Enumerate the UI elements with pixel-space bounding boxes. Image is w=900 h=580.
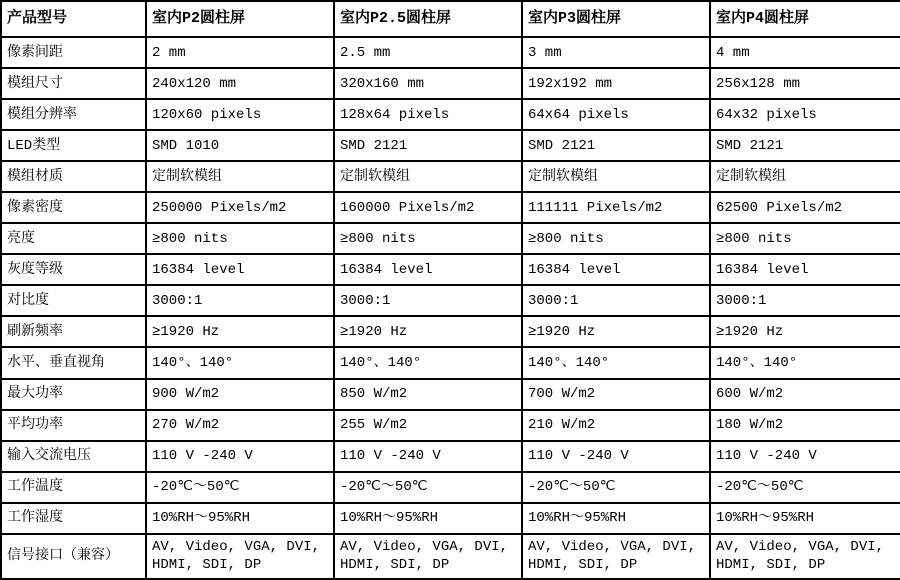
header-row — [1, 1, 900, 37]
row-label: 水平、垂直视角 — [1, 347, 146, 378]
spec-value-cell: 900 W/m2 — [146, 379, 334, 410]
row-label: 刷新频率 — [1, 316, 146, 347]
spec-row — [1, 410, 900, 441]
spec-value-cell: 111111 Pixels/m2 — [522, 192, 710, 223]
spec-value-cell: 10%RH～95%RH — [334, 503, 522, 534]
header-cell-p2-model: 室内P2圆柱屏 — [146, 1, 334, 37]
spec-value-cell: 210 W/m2 — [522, 410, 710, 441]
row-label: 信号接口（兼容） — [1, 534, 146, 579]
header-cell-product-model: 产品型号 — [1, 1, 146, 37]
spec-value-cell: ≥1920 Hz — [146, 316, 334, 347]
row-label: LED类型 — [1, 130, 146, 161]
spec-value-cell: -20℃～50℃ — [334, 472, 522, 503]
row-label: 工作湿度 — [1, 503, 146, 534]
spec-value-cell: SMD 2121 — [334, 130, 522, 161]
spec-value-cell: 120x60 pixels — [146, 99, 334, 130]
spec-value-cell: 16384 level — [146, 254, 334, 285]
spec-value-cell: ≥800 nits — [522, 223, 710, 254]
row-label: 模组尺寸 — [1, 68, 146, 99]
spec-row — [1, 316, 900, 347]
spec-value-cell: 600 W/m2 — [710, 379, 900, 410]
spec-value-cell: AV, Video, VGA, DVI, HDMI, SDI, DP — [146, 534, 334, 579]
spec-value-cell: 128x64 pixels — [334, 99, 522, 130]
spec-row — [1, 534, 900, 579]
row-label: 对比度 — [1, 285, 146, 316]
spec-value-cell: 16384 level — [522, 254, 710, 285]
spec-value-cell: 3000:1 — [710, 285, 900, 316]
spec-value-cell: 3 mm — [522, 37, 710, 68]
row-label: 亮度 — [1, 223, 146, 254]
spec-value-cell: ≥800 nits — [146, 223, 334, 254]
spec-value-cell: ≥1920 Hz — [522, 316, 710, 347]
spec-value-cell: -20℃～50℃ — [710, 472, 900, 503]
spec-value-cell: SMD 1010 — [146, 130, 334, 161]
spec-value-cell: 140°、140° — [146, 347, 334, 378]
row-label: 工作温度 — [1, 472, 146, 503]
spec-row — [1, 503, 900, 534]
spec-value-cell: 3000:1 — [146, 285, 334, 316]
spec-value-cell: 110 V -240 V — [146, 441, 334, 472]
row-label: 模组材质 — [1, 161, 146, 192]
spec-value-cell: SMD 2121 — [710, 130, 900, 161]
spec-value-cell: 180 W/m2 — [710, 410, 900, 441]
spec-value-cell: 10%RH～95%RH — [522, 503, 710, 534]
spec-row — [1, 192, 900, 223]
spec-row — [1, 254, 900, 285]
spec-value-cell: 110 V -240 V — [522, 441, 710, 472]
spec-value-cell: 10%RH～95%RH — [710, 503, 900, 534]
row-label: 输入交流电压 — [1, 441, 146, 472]
spec-value-cell: 定制软模组 — [146, 161, 334, 192]
spec-value-cell: 270 W/m2 — [146, 410, 334, 441]
row-label: 模组分辨率 — [1, 99, 146, 130]
spec-value-cell: 64x32 pixels — [710, 99, 900, 130]
spec-value-cell: 2.5 mm — [334, 37, 522, 68]
spec-row — [1, 441, 900, 472]
header-cell-p4-model: 室内P4圆柱屏 — [710, 1, 900, 37]
spec-value-cell: 定制软模组 — [522, 161, 710, 192]
spec-value-cell: 700 W/m2 — [522, 379, 710, 410]
spec-value-cell: 160000 Pixels/m2 — [334, 192, 522, 223]
spec-row — [1, 347, 900, 378]
spec-value-cell: 110 V -240 V — [334, 441, 522, 472]
spec-value-cell: 250000 Pixels/m2 — [146, 192, 334, 223]
spec-value-cell: ≥800 nits — [710, 223, 900, 254]
row-label: 平均功率 — [1, 410, 146, 441]
spec-value-cell: 16384 level — [334, 254, 522, 285]
spec-value-cell: ≥1920 Hz — [710, 316, 900, 347]
spec-value-cell: 16384 level — [710, 254, 900, 285]
spec-value-cell: 64x64 pixels — [522, 99, 710, 130]
spec-value-cell: 定制软模组 — [334, 161, 522, 192]
row-label: 像素间距 — [1, 37, 146, 68]
spec-value-cell: AV, Video, VGA, DVI, HDMI, SDI, DP — [334, 534, 522, 579]
spec-value-cell: -20℃～50℃ — [522, 472, 710, 503]
spec-row — [1, 223, 900, 254]
spec-value-cell: 140°、140° — [334, 347, 522, 378]
spec-value-cell: ≥1920 Hz — [334, 316, 522, 347]
spec-row — [1, 379, 900, 410]
spec-value-cell: AV, Video, VGA, DVI, HDMI, SDI, DP — [710, 534, 900, 579]
spec-value-cell: 3000:1 — [334, 285, 522, 316]
header-cell-p3-model: 室内P3圆柱屏 — [522, 1, 710, 37]
spec-value-cell: 2 mm — [146, 37, 334, 68]
spec-value-cell: 256x128 mm — [710, 68, 900, 99]
spec-value-cell: 192x192 mm — [522, 68, 710, 99]
spec-value-cell: ≥800 nits — [334, 223, 522, 254]
spec-value-cell: 定制软模组 — [710, 161, 900, 192]
spec-row — [1, 99, 900, 130]
header-cell-p2_5-model: 室内P2.5圆柱屏 — [334, 1, 522, 37]
spec-value-cell: 140°、140° — [522, 347, 710, 378]
spec-value-cell: 110 V -240 V — [710, 441, 900, 472]
spec-value-cell: 240x120 mm — [146, 68, 334, 99]
spec-row — [1, 472, 900, 503]
spec-row — [1, 161, 900, 192]
spec-value-cell: AV, Video, VGA, DVI, HDMI, SDI, DP — [522, 534, 710, 579]
spec-value-cell: 62500 Pixels/m2 — [710, 192, 900, 223]
row-label: 灰度等级 — [1, 254, 146, 285]
spec-value-cell: 850 W/m2 — [334, 379, 522, 410]
spec-value-cell: -20℃～50℃ — [146, 472, 334, 503]
spec-value-cell: 3000:1 — [522, 285, 710, 316]
spec-value-cell: 4 mm — [710, 37, 900, 68]
spec-value-cell: 10%RH～95%RH — [146, 503, 334, 534]
row-label: 最大功率 — [1, 379, 146, 410]
spec-row — [1, 68, 900, 99]
spec-row — [1, 37, 900, 68]
spec-row — [1, 130, 900, 161]
spec-row — [1, 285, 900, 316]
row-label: 像素密度 — [1, 192, 146, 223]
spec-value-cell: 255 W/m2 — [334, 410, 522, 441]
spec-value-cell: SMD 2121 — [522, 130, 710, 161]
spec-value-cell: 320x160 mm — [334, 68, 522, 99]
spec-value-cell: 140°、140° — [710, 347, 900, 378]
